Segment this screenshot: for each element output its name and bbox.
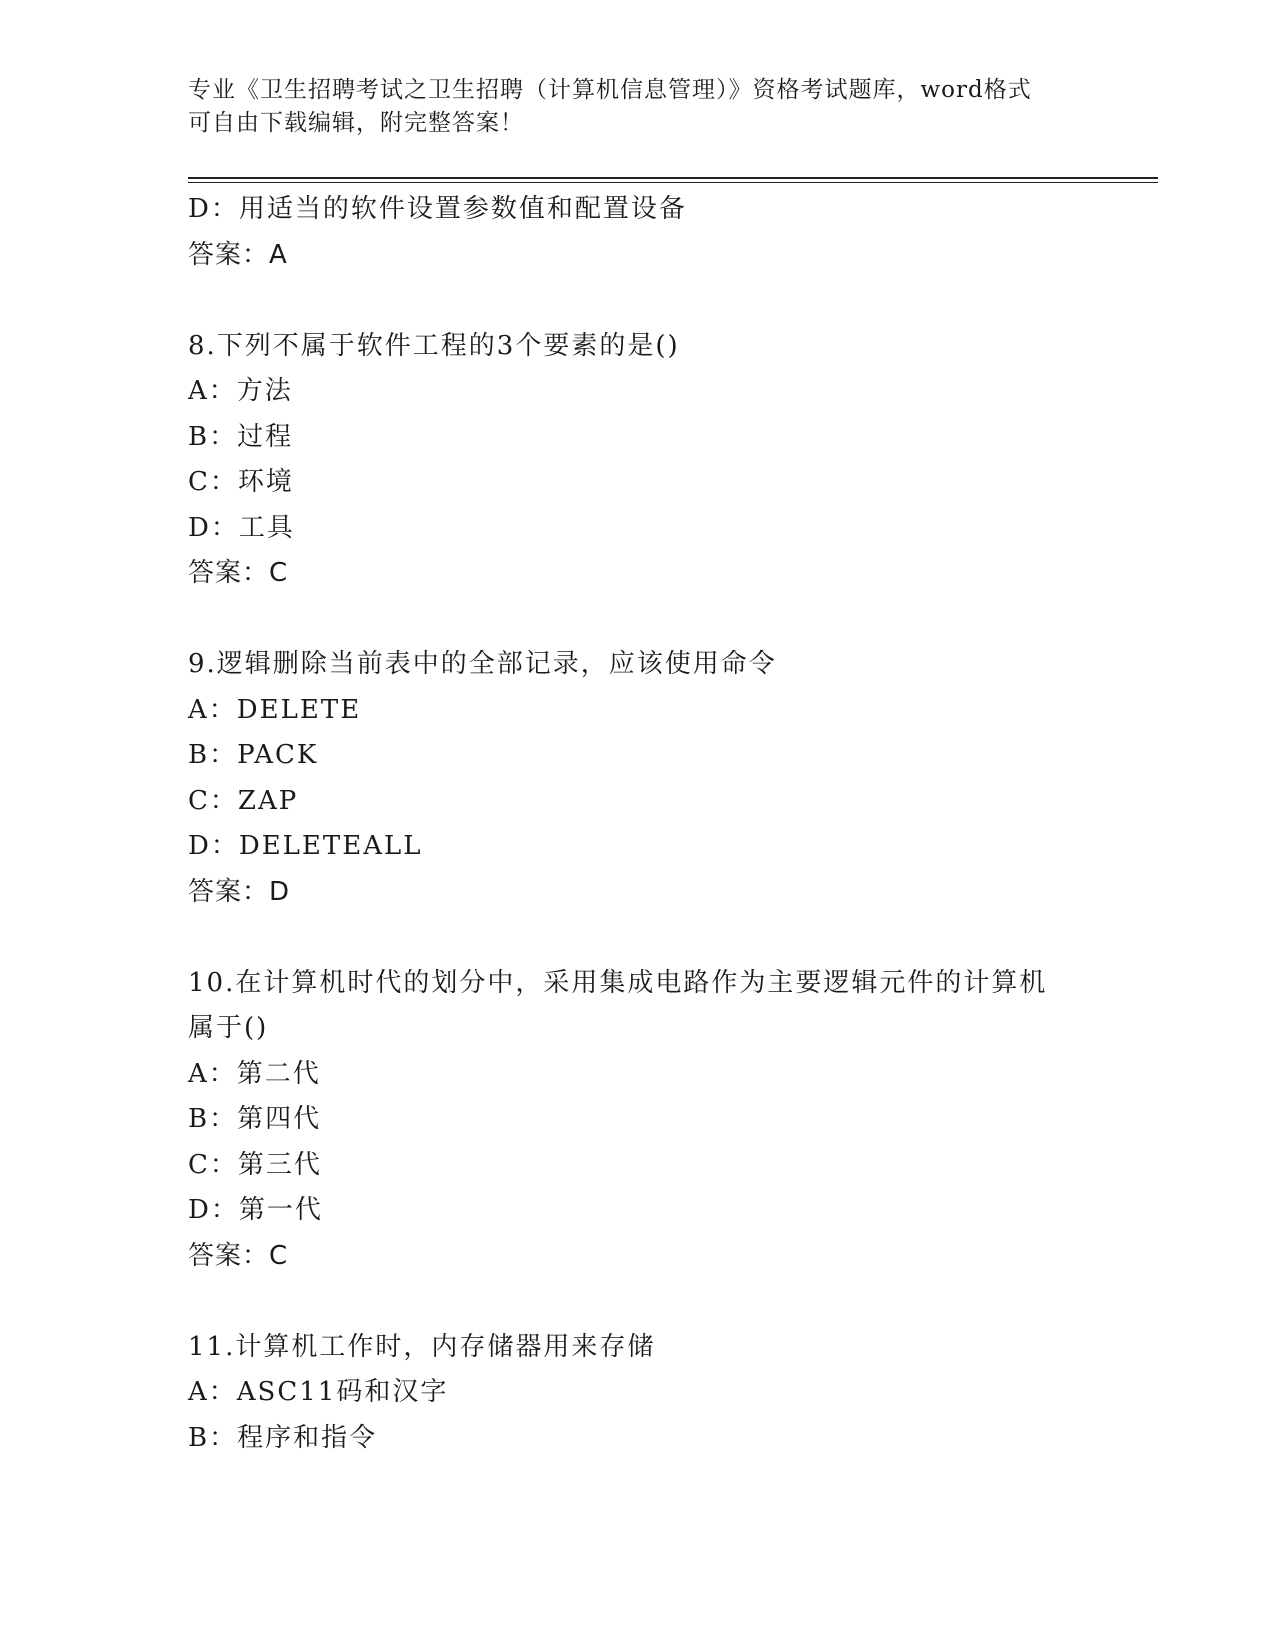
option-b: B：PACK <box>188 740 319 770</box>
answer-line: 答案：C <box>188 558 289 588</box>
option-b: B：第四代 <box>188 1104 322 1134</box>
option-d: D：DELETEALL <box>188 831 423 861</box>
answer-line: 答案：C <box>188 1240 289 1271</box>
document-header <box>188 74 1088 140</box>
option-c: C：第三代 <box>188 1149 322 1180</box>
header-line-1: 专业《卫生招聘考试之卫生招聘（计算机信息管理）》资格考试题库，word格式 <box>188 77 1032 103</box>
option-a: A：方法 <box>188 376 293 406</box>
question-stem-line-1: 10.在计算机时代的划分中，采用集成电路作为主要逻辑元件的计算机 <box>188 967 1048 998</box>
answer-line: 答案：D <box>188 876 291 907</box>
question-10 <box>188 961 1088 1280</box>
option-b: B：过程 <box>188 421 294 452</box>
question-content <box>188 187 1088 1461</box>
question-stem-line-2: 属于() <box>188 1013 269 1043</box>
option-d: D：工具 <box>188 512 295 543</box>
header-line-2: 可自由下载编辑，附完整答案！ <box>188 110 524 136</box>
question-stem: 8.下列不属于软件工程的3个要素的是() <box>188 330 680 361</box>
answer-line: 答案：A <box>188 239 288 270</box>
header-divider-bottom <box>188 182 1158 183</box>
question-8 <box>188 324 1088 597</box>
header-divider-top <box>188 177 1158 179</box>
spacer <box>188 597 1088 643</box>
option-a: A：ASC11码和汉字 <box>188 1377 449 1407</box>
question-stem: 9.逻辑删除当前表中的全部记录，应该使用命令 <box>188 649 777 679</box>
option-b: B：程序和指令 <box>188 1422 378 1453</box>
option-c: C：ZAP <box>188 785 299 816</box>
question-stem: 11.计算机工作时，内存储器用来存储 <box>188 1331 656 1362</box>
option-d: D：用适当的软件设置参数值和配置设备 <box>188 194 687 224</box>
spacer <box>188 278 1088 324</box>
question-11 <box>188 1325 1088 1462</box>
option-c: C：环境 <box>188 467 294 497</box>
option-a: A：DELETE <box>188 694 362 725</box>
option-d: D：第一代 <box>188 1195 323 1225</box>
spacer <box>188 1279 1088 1325</box>
option-a: A：第二代 <box>188 1058 321 1089</box>
spacer <box>188 915 1088 961</box>
question-9 <box>188 642 1088 915</box>
